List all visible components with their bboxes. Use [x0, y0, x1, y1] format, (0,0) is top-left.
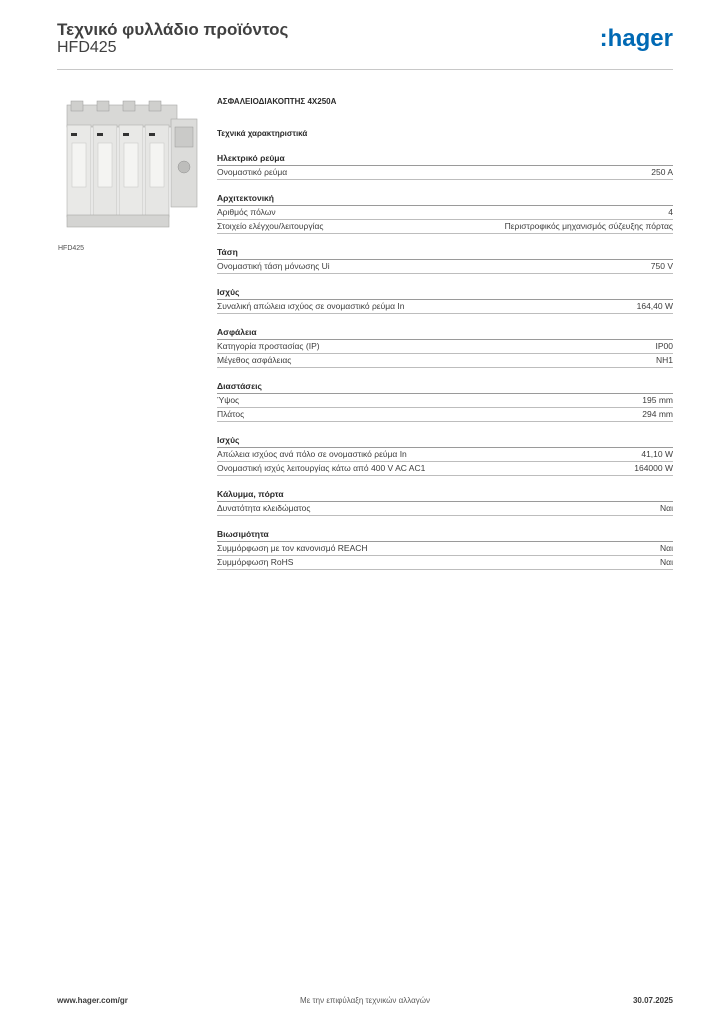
spec-value: 164,40 W [636, 301, 673, 311]
section-title: Ισχύς [217, 286, 673, 300]
footer-note: Με την επιφύλαξη τεχνικών αλλαγών [300, 996, 430, 1005]
spec-label: Στοιχείο ελέγχου/λειτουργίας [217, 221, 324, 231]
spec-row [217, 354, 673, 368]
spec-label: Αριθμός πόλων [217, 207, 276, 217]
spec-section [217, 246, 673, 274]
spec-value: 250 A [651, 167, 673, 177]
spec-value: 195 mm [642, 395, 673, 405]
spec-label: Συμμόρφωση με τον κανονισμό REACH [217, 543, 368, 553]
spec-value: IP00 [655, 341, 673, 351]
spec-value: 750 V [650, 261, 673, 271]
spec-section [217, 434, 673, 476]
spec-row [217, 166, 673, 180]
document-title: Τεχνικό φυλλάδιο προϊόντος [57, 20, 289, 39]
spec-row [217, 556, 673, 570]
spec-label: Πλάτος [217, 409, 245, 419]
section-title: Βιωσιμότητα [217, 528, 673, 542]
section-title: Ισχύς [217, 434, 673, 448]
spec-row [217, 340, 673, 354]
section-title: Αρχιτεκτονική [217, 192, 673, 206]
spec-row [217, 260, 673, 274]
product-name: ΑΣΦΑΛΕΙΟΔΙΑΚΟΠΤΗΣ 4X250A [217, 97, 337, 106]
spec-value: 164000 W [634, 463, 673, 473]
spec-label: Μέγεθος ασφάλειας [217, 355, 292, 365]
spec-sections [217, 152, 673, 570]
spec-row [217, 448, 673, 462]
hager-logo [587, 24, 673, 54]
section-title: Διαστάσεις [217, 380, 673, 394]
specifications [217, 96, 673, 570]
spec-section [217, 192, 673, 234]
spec-label: Συμμόρφωση RoHS [217, 557, 294, 567]
spec-label: Δυνατότητα κλειδώματος [217, 503, 311, 513]
spec-row [217, 394, 673, 408]
section-title: Ηλεκτρικό ρεύμα [217, 152, 673, 166]
spec-label: Ονομαστική τάση μόνωσης Ui [217, 261, 330, 271]
spec-label: Ύψος [217, 395, 240, 405]
spec-row [217, 502, 673, 516]
spec-value: Ναι [660, 543, 673, 553]
spec-value: Περιστροφικός μηχανισμός σύζευξης πόρτας [504, 221, 673, 231]
spec-label: Κατηγορία προστασίας (IP) [217, 341, 320, 351]
product-code: HFD425 [57, 39, 117, 56]
header-divider [57, 69, 673, 70]
spec-value: Ναι [660, 557, 673, 567]
spec-section [217, 286, 673, 314]
spec-row [217, 462, 673, 476]
spec-label: Ονομαστικό ρεύμα [217, 167, 288, 177]
section-title: Ασφάλεια [217, 326, 673, 340]
spec-label: Ονομαστική ισχύς λειτουργίας κάτω από 400 V AC AC1 [217, 463, 426, 473]
spec-section [217, 488, 673, 516]
spec-row [217, 220, 673, 234]
specs-heading: Τεχνικά χαρακτηριστικά [217, 129, 308, 138]
spec-section [217, 152, 673, 180]
spec-row [217, 542, 673, 556]
fuse-switch-image [57, 97, 204, 234]
spec-section [217, 326, 673, 368]
spec-row [217, 206, 673, 220]
section-title: Τάση [217, 246, 673, 260]
spec-row [217, 300, 673, 314]
spec-section [217, 528, 673, 570]
footer-date: 30.07.2025 [632, 996, 673, 1005]
spec-label: Απώλεια ισχύος ανά πόλο σε ονομαστικό ρεύμα In [217, 449, 407, 459]
spec-value: 41,10 W [641, 449, 673, 459]
spec-row [217, 408, 673, 422]
footer-url[interactable]: www.hager.com/gr [57, 996, 128, 1005]
spec-value: 294 mm [642, 409, 673, 419]
page-header [57, 20, 673, 70]
spec-value: NH1 [655, 355, 673, 365]
spec-section [217, 380, 673, 422]
spec-value: 4 [668, 207, 673, 217]
page-footer [57, 996, 673, 1010]
section-title: Κάλυμμα, πόρτα [217, 488, 673, 502]
spec-value: Ναι [660, 503, 673, 513]
spec-label: Συναλική απώλεια ισχύος σε ονομαστικό ρεύμα In [217, 301, 405, 311]
logo-text: :hager [599, 25, 673, 52]
image-caption: HFD425 [58, 245, 85, 252]
